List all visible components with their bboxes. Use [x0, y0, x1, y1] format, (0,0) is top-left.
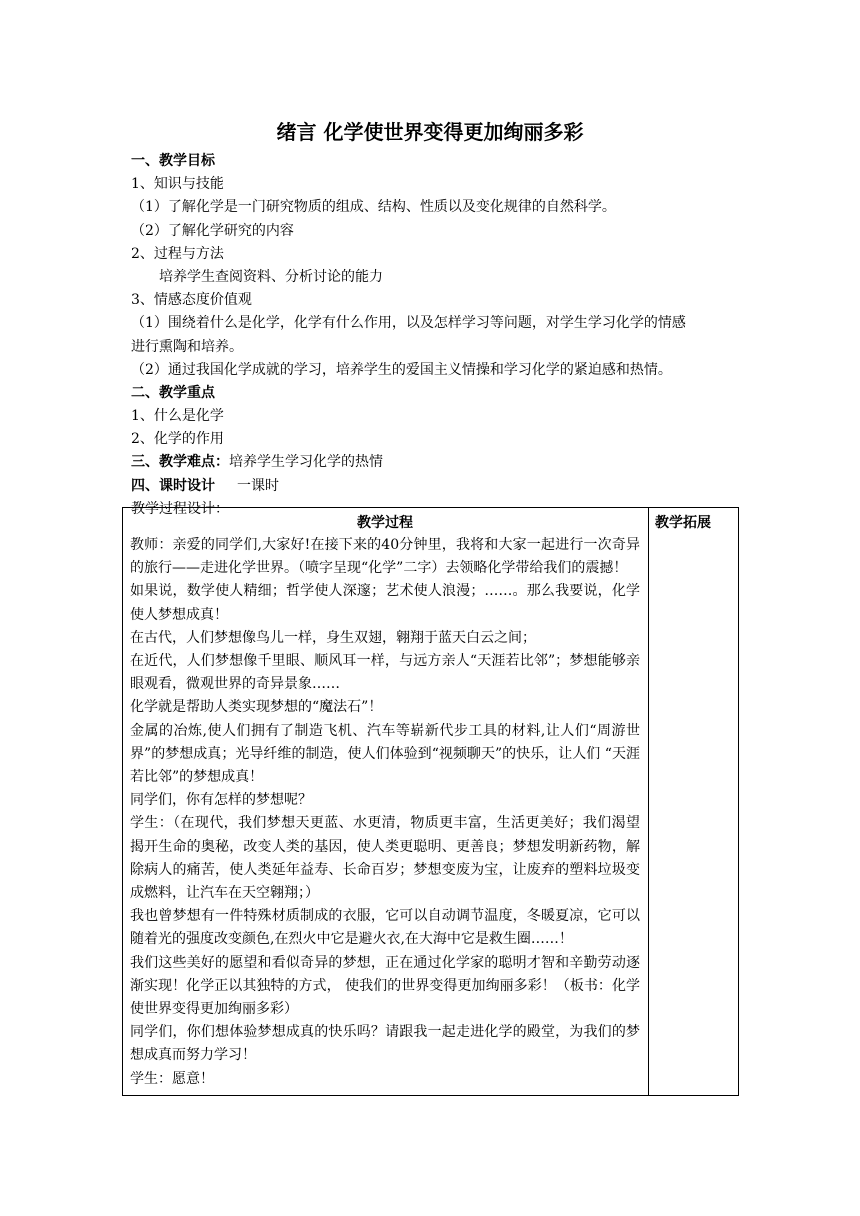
difficulty-text: 培养学生学习化学的热情	[229, 454, 383, 471]
objective-emotion-2: （2）通过我国化学成就的学习，培养学生的爱国主义情操和学习化学的紧迫感和热情。	[131, 361, 672, 378]
process-paragraph: 如果说，数学使人精细；哲学使人深邃；艺术使人浪漫；……。那么我要说，化学使人梦想成真！	[130, 583, 640, 623]
process-paragraph: 我们这些美好的愿望和看似奇异的梦想，正在通过化学家的聪明才智和辛勤劳动逐渐实现！化学正以其独特的方式， 使我们的世界变得更加绚丽多彩！（板书：化学使世界变得更加绚丽多彩）	[130, 954, 640, 1018]
process-paragraph: 同学们，你们想体验梦想成真的快乐吗？请跟我一起走进化学的殿堂，为我们的梦想成真而努力学习！	[130, 1024, 640, 1064]
process-paragraph: 学生：（在现代，我们梦想天更蓝、水更清，物质更丰富，生活更美好；我们渴望揭开生命的奥秘，改变人类的基因，使人类更聪明、更善良；梦想发明新药物，解除病人的痛苦，使人类延年益寿、长命百岁；梦想变废为宝，让废弃的塑料垃圾变成燃料，让汽车在天空翱翔；）	[130, 815, 640, 902]
objective-process: 2、过程与方法	[131, 245, 224, 262]
objective-knowledge-1: （1）了解化学是一门研究物质的组成、结构、性质以及变化规律的自然科学。	[131, 199, 616, 216]
process-paragraph: 教师：亲爱的同学们,大家好!在接下来的40分钟里，我将和大家一起进行一次奇异的旅行——走进化学世界。（喷字呈现“化学”二字）去领略化学带给我们的震撼！	[130, 537, 640, 577]
teaching-process-table	[122, 507, 739, 1096]
teaching-extension-cell	[649, 508, 739, 1096]
column-header-process: 教学过程	[357, 515, 413, 531]
objective-emotion-1-cont: 进行熏陶和培养。	[131, 338, 243, 355]
difficulty-line	[131, 451, 731, 474]
process-paragraph: 金属的冶炼,使人们拥有了制造飞机、汽车等崭新代步工具的材料,让人们“周游世界”的梦想成真；光导纤维的制造，使人们体验到“视频聊天”的快乐，让人们 “天涯若比邻”的梦想成真！	[130, 722, 640, 786]
process-paragraph: 在古代，人们梦想像鸟儿一样，身生双翅，翱翔于蓝天白云之间；	[130, 629, 536, 646]
process-paragraph: 学生：愿意！	[130, 1070, 214, 1087]
key-point-1: 1、什么是化学	[131, 408, 224, 425]
section-heading-difficulty: 三、教学难点：	[131, 454, 229, 471]
objective-emotion-1: （1）围绕着什么是化学，化学有什么作用，以及怎样学习等问题，对学生学习化学的情感	[131, 315, 686, 332]
section-heading-key-points: 二、教学重点	[131, 384, 215, 401]
process-paragraph: 我也曾梦想有一件特殊材质制成的衣服，它可以自动调节温度，冬暖夏凉，它可以随着光的强度改变颜色,在烈火中它是避火衣,在大海中它是救生圈……！	[130, 908, 640, 948]
section-heading-period: 四、课时设计	[131, 477, 215, 494]
process-paragraph: 同学们，你有怎样的梦想呢？	[130, 792, 312, 809]
table-row	[123, 508, 739, 1096]
lesson-plan-body	[131, 150, 731, 521]
objective-emotion: 3、情感态度价值观	[131, 292, 252, 309]
process-paragraph: 在近代，人们梦想像千里眼、顺风耳一样，与远方亲人“天涯若比邻”；梦想能够亲眼观看，微观世界的奇异景象……	[130, 653, 640, 693]
key-point-2: 2、化学的作用	[131, 431, 224, 448]
column-header-extension: 教学拓展	[655, 515, 711, 531]
process-design-label: 教学过程设计：	[131, 500, 229, 517]
objective-process-detail: 培养学生查阅资料、分析讨论的能力	[159, 268, 383, 285]
objective-knowledge-2: （2）了解化学研究的内容	[131, 222, 294, 239]
section-heading-objectives: 一、教学目标	[131, 153, 215, 169]
teaching-process-cell	[123, 508, 649, 1096]
page-title: 绪言 化学使世界变得更加绚丽多彩	[276, 120, 584, 144]
period-text: 一课时	[237, 477, 279, 494]
objective-knowledge: 1、知识与技能	[131, 176, 224, 193]
period-line	[131, 475, 731, 498]
process-paragraph: 化学就是帮助人类实现梦想的“魔法石”！	[130, 699, 383, 716]
